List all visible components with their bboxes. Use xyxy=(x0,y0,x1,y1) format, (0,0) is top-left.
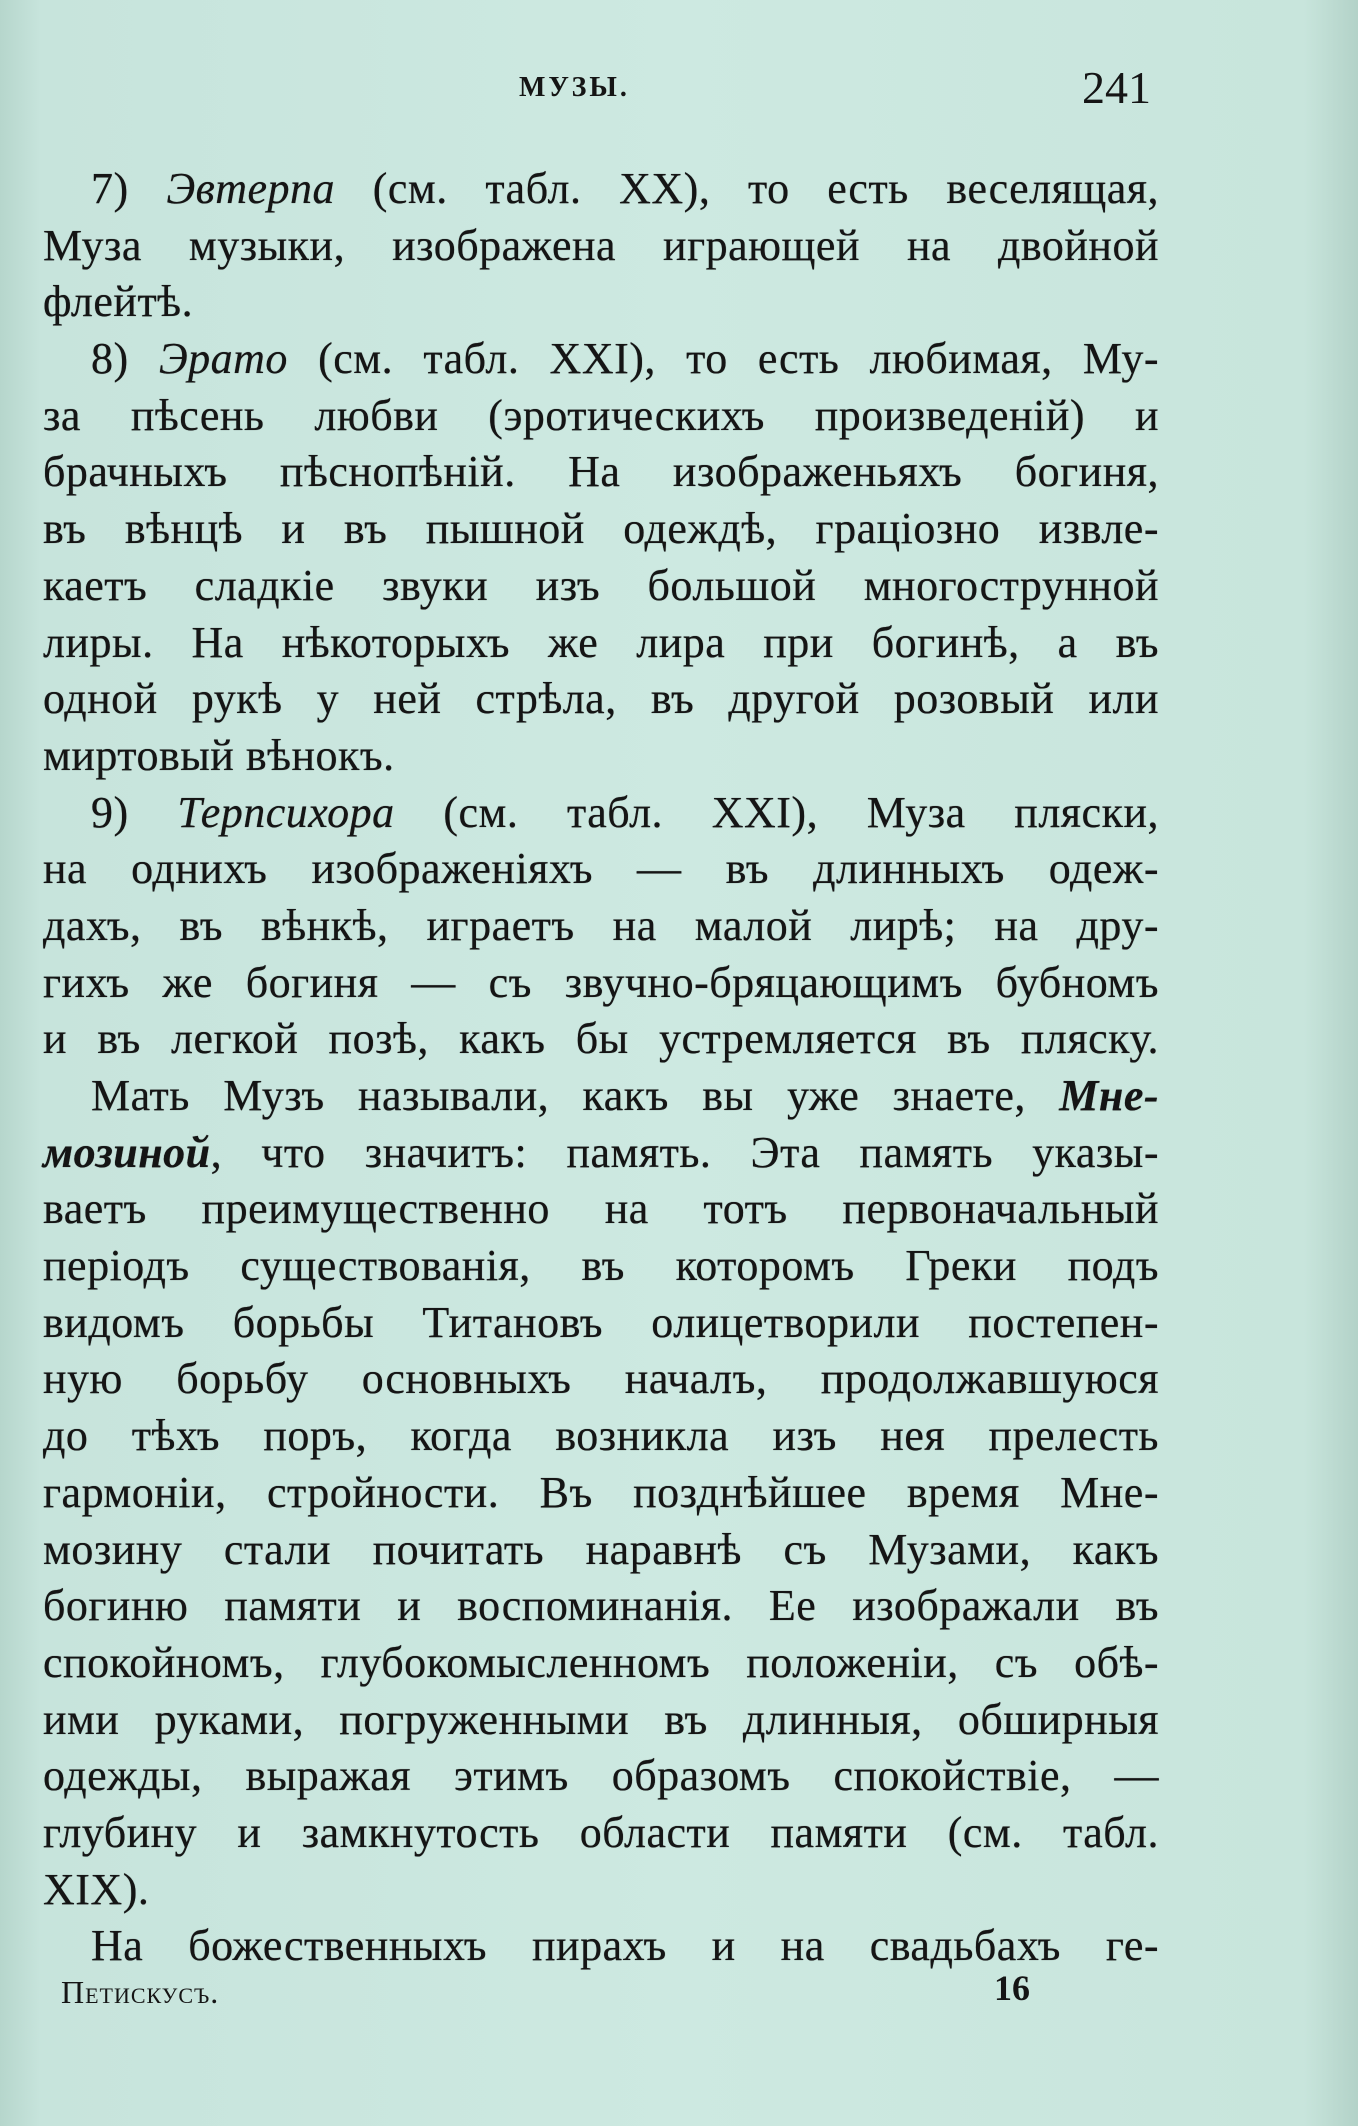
text-line xyxy=(43,1805,1159,1862)
line-text: (см. табл. XXI), Муза пляски, xyxy=(394,787,1159,837)
text-line xyxy=(43,1125,1159,1182)
text-line xyxy=(43,1238,1159,1295)
text-line xyxy=(43,1295,1159,1352)
page-number: 241 xyxy=(1082,62,1151,113)
signature-author: Петискусъ. xyxy=(61,1974,220,2010)
text-line xyxy=(43,841,1159,898)
text-line xyxy=(43,728,1159,785)
text-line xyxy=(43,1011,1159,1068)
line-text: видомъ борьбы Титановъ олицетворили постепен- xyxy=(43,1297,1159,1347)
item-number: 8) xyxy=(91,334,159,384)
text-line xyxy=(43,898,1159,955)
line-text: (см. табл. XXI), то есть любимая, Му- xyxy=(287,334,1159,384)
text-line xyxy=(43,1635,1159,1692)
italic-term: Эвтерпа xyxy=(166,164,336,213)
line-text: дахъ, въ вѣнкѣ, играетъ на малой лирѣ; на дру- xyxy=(43,900,1159,950)
line-text: и въ легкой позѣ, какъ бы устремляется въ пляску. xyxy=(43,1014,1159,1064)
paragraph-mnemosyne xyxy=(43,1068,1159,1918)
text-line xyxy=(43,501,1159,558)
paragraph-erato xyxy=(43,331,1159,785)
line-text: одежды, выражая этимъ образомъ спокойствіе, — xyxy=(43,1751,1159,1801)
line-text: лиры. На нѣкоторыхъ же лира при богинѣ, а въ xyxy=(43,617,1159,667)
sheet-number: 16 xyxy=(994,1968,1030,2008)
line-text: на однихъ изображеніяхъ — въ длинныхъ одеж- xyxy=(43,844,1159,894)
text-line xyxy=(43,955,1159,1012)
text-line xyxy=(43,1408,1159,1465)
text-line xyxy=(43,671,1159,728)
italic-term: Мне- xyxy=(1059,1071,1159,1120)
line-text: мозину стали почитать наравнѣ съ Музами, какъ xyxy=(43,1524,1159,1574)
text-line xyxy=(43,218,1159,275)
text-line xyxy=(43,615,1159,672)
text-line xyxy=(43,1692,1159,1749)
line-text: флейтѣ. xyxy=(43,277,194,327)
paragraph-divine-feasts xyxy=(43,1918,1159,1975)
text-line xyxy=(43,1522,1159,1579)
italic-term: Терпсихора xyxy=(177,787,395,837)
line-text: брачныхъ пѣснопѣній. На изображеньяхъ богиня, xyxy=(43,447,1159,497)
line-text: одной рукѣ у ней стрѣла, въ другой розовый или xyxy=(43,674,1159,724)
line-text: ную борьбу основныхъ началъ, продолжавшуюся xyxy=(43,1354,1159,1404)
text-line xyxy=(43,1068,1159,1125)
line-text: спокойномъ, глубокомысленномъ положеніи, съ обѣ- xyxy=(43,1637,1159,1687)
line-text: (см. табл. XX), то есть веселящая, xyxy=(335,164,1160,213)
line-text: ими руками, погруженными въ длинныя, обширныя xyxy=(43,1694,1159,1744)
line-text: гармоніи, стройности. Въ позднѣйшее время Мне- xyxy=(43,1467,1159,1517)
text-line xyxy=(43,1862,1159,1919)
text-line xyxy=(43,388,1159,445)
text-line xyxy=(43,785,1159,842)
text-body xyxy=(43,161,1159,1975)
item-number: 7) xyxy=(91,164,167,213)
line-text: до тѣхъ поръ, когда возникла изъ нея прелесть xyxy=(43,1411,1159,1461)
paragraph-euterpe xyxy=(43,161,1159,331)
line-text: богиню памяти и воспоминанія. Ее изображали въ xyxy=(43,1581,1159,1631)
paragraph-terpsichore xyxy=(43,785,1159,1068)
line-text: миртовый вѣнокъ. xyxy=(43,730,395,780)
text-line xyxy=(43,1918,1159,1975)
line-text: Муза музыки, изображена играющей на двойной xyxy=(43,220,1159,270)
line-text: періодъ существованія, въ которомъ Греки подъ xyxy=(43,1241,1159,1291)
running-head-title: МУЗЫ. xyxy=(519,72,630,103)
line-text: ваетъ преимущественно на тотъ первоначальный xyxy=(43,1184,1159,1234)
text-line xyxy=(43,161,1159,218)
text-line xyxy=(43,444,1159,501)
text-line xyxy=(43,1748,1159,1805)
line-text: глубину и замкнутость области памяти (см. табл. xyxy=(43,1807,1159,1857)
line-text: каетъ сладкіе звуки изъ большой многострунной xyxy=(43,560,1159,610)
line-text: за пѣсень любви (эротическихъ произведеній) и xyxy=(43,390,1159,440)
text-line xyxy=(43,1351,1159,1408)
line-text: въ вѣнцѣ и въ пышной одеждѣ, граціозно извле- xyxy=(43,504,1159,554)
text-line xyxy=(43,274,1159,331)
line-text: гихъ же богиня — съ звучно-бряцающимъ бубномъ xyxy=(43,957,1159,1007)
line-text: На божественныхъ пирахъ и на свадьбахъ ге- xyxy=(91,1921,1159,1971)
line-text: , что значитъ: память. Эта память указы- xyxy=(210,1127,1159,1177)
item-number: 9) xyxy=(91,787,178,837)
line-text: XIX). xyxy=(43,1864,150,1914)
line-text: Мать Музъ называли, какъ вы уже знаете, xyxy=(91,1071,1060,1120)
text-line xyxy=(43,558,1159,615)
text-line xyxy=(43,1578,1159,1635)
italic-term: мозиной xyxy=(43,1127,211,1177)
text-line xyxy=(43,331,1159,388)
text-line xyxy=(43,1181,1159,1238)
italic-term: Эрато xyxy=(158,334,288,384)
text-line xyxy=(43,1465,1159,1522)
